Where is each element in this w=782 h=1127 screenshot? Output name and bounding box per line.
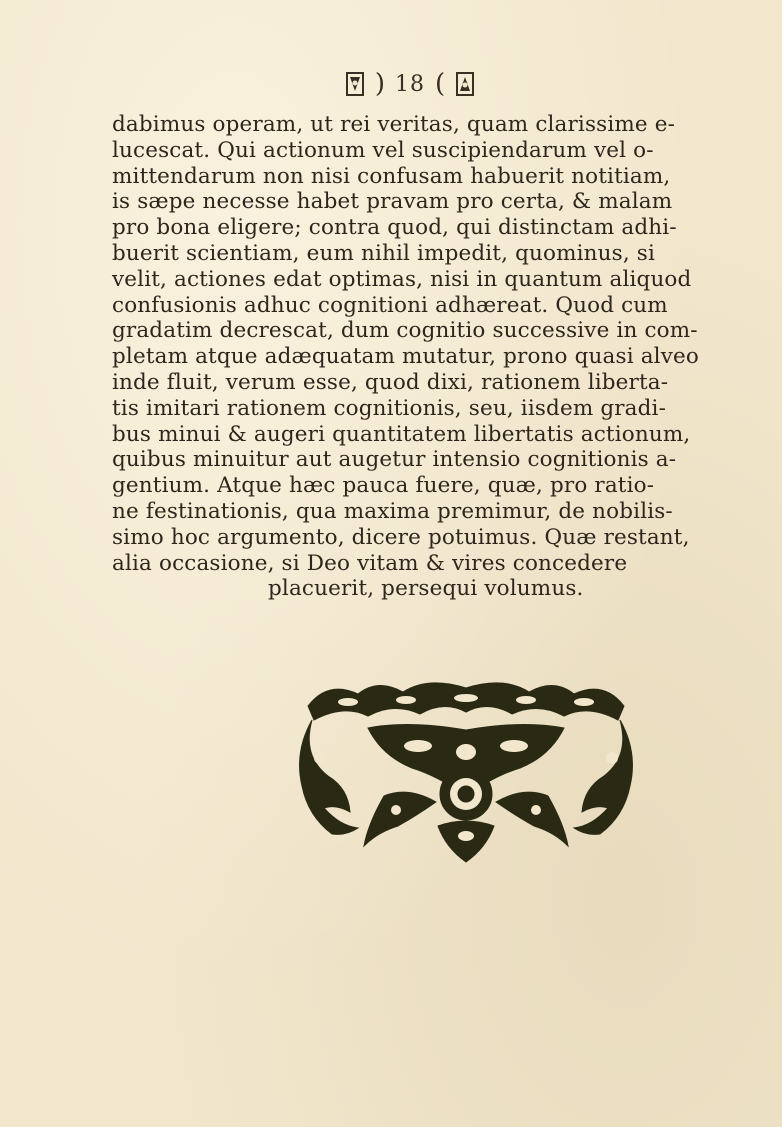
right-fleuron-icon [455, 71, 475, 97]
left-fleuron-icon [345, 71, 365, 97]
text-line: quibus minuitur aut augetur intensio cognitionis a- [112, 447, 677, 473]
text-line: pletam atque adæquatam mutatur, prono quasi alveo [112, 344, 699, 370]
floral-tailpiece-icon [288, 676, 644, 868]
text-line: gentium. Atque hæc pauca fuere, quæ, pro ratio- [112, 473, 655, 499]
text-line-final: placuerit, persequi volumus. [268, 576, 584, 602]
text-line: inde fluit, verum esse, quod dixi, rationem liberta- [112, 369, 669, 395]
text-line: bus minui & augeri quantitatem libertatis actionum, [112, 421, 691, 447]
text-line: simo hoc argumento, dicere potuimus. Quæ restant, [112, 524, 690, 550]
text-line: is sæpe necesse habet pravam pro certa, & malam [112, 189, 673, 215]
text-line: lucescat. Qui actionum vel suscipiendarum vel o- [112, 137, 654, 163]
body-text [112, 112, 772, 602]
text-line: ne festinationis, qua maxima premimur, de nobilis- [112, 498, 673, 524]
text-line: velit, actiones edat optimas, nisi in quantum aliquod [112, 266, 692, 292]
text-line: alia occasione, si Deo vitam & vires concedere [112, 550, 628, 576]
text-line: tis imitari rationem cognitionis, seu, iisdem gradi- [112, 395, 667, 421]
text-line: dabimus operam, ut rei veritas, quam clarissime e- [112, 112, 676, 137]
text-line: confusionis adhuc cognitioni adhæreat. Quod cum [112, 292, 668, 318]
text-line: mittendarum non nisi confusam habuerit notitiam, [112, 163, 671, 189]
left-parenthesis: ) [374, 69, 385, 99]
running-head [300, 64, 520, 104]
right-parenthesis: ( [435, 69, 446, 99]
text-line: gradatim decrescat, dum cognitio successive in com- [112, 318, 698, 344]
text-line: buerit scientiam, eum nihil impedit, quominus, si [112, 240, 655, 266]
page-number: 18 [395, 71, 425, 97]
text-line: pro bona eligere; contra quod, qui distinctam adhi- [112, 215, 677, 241]
